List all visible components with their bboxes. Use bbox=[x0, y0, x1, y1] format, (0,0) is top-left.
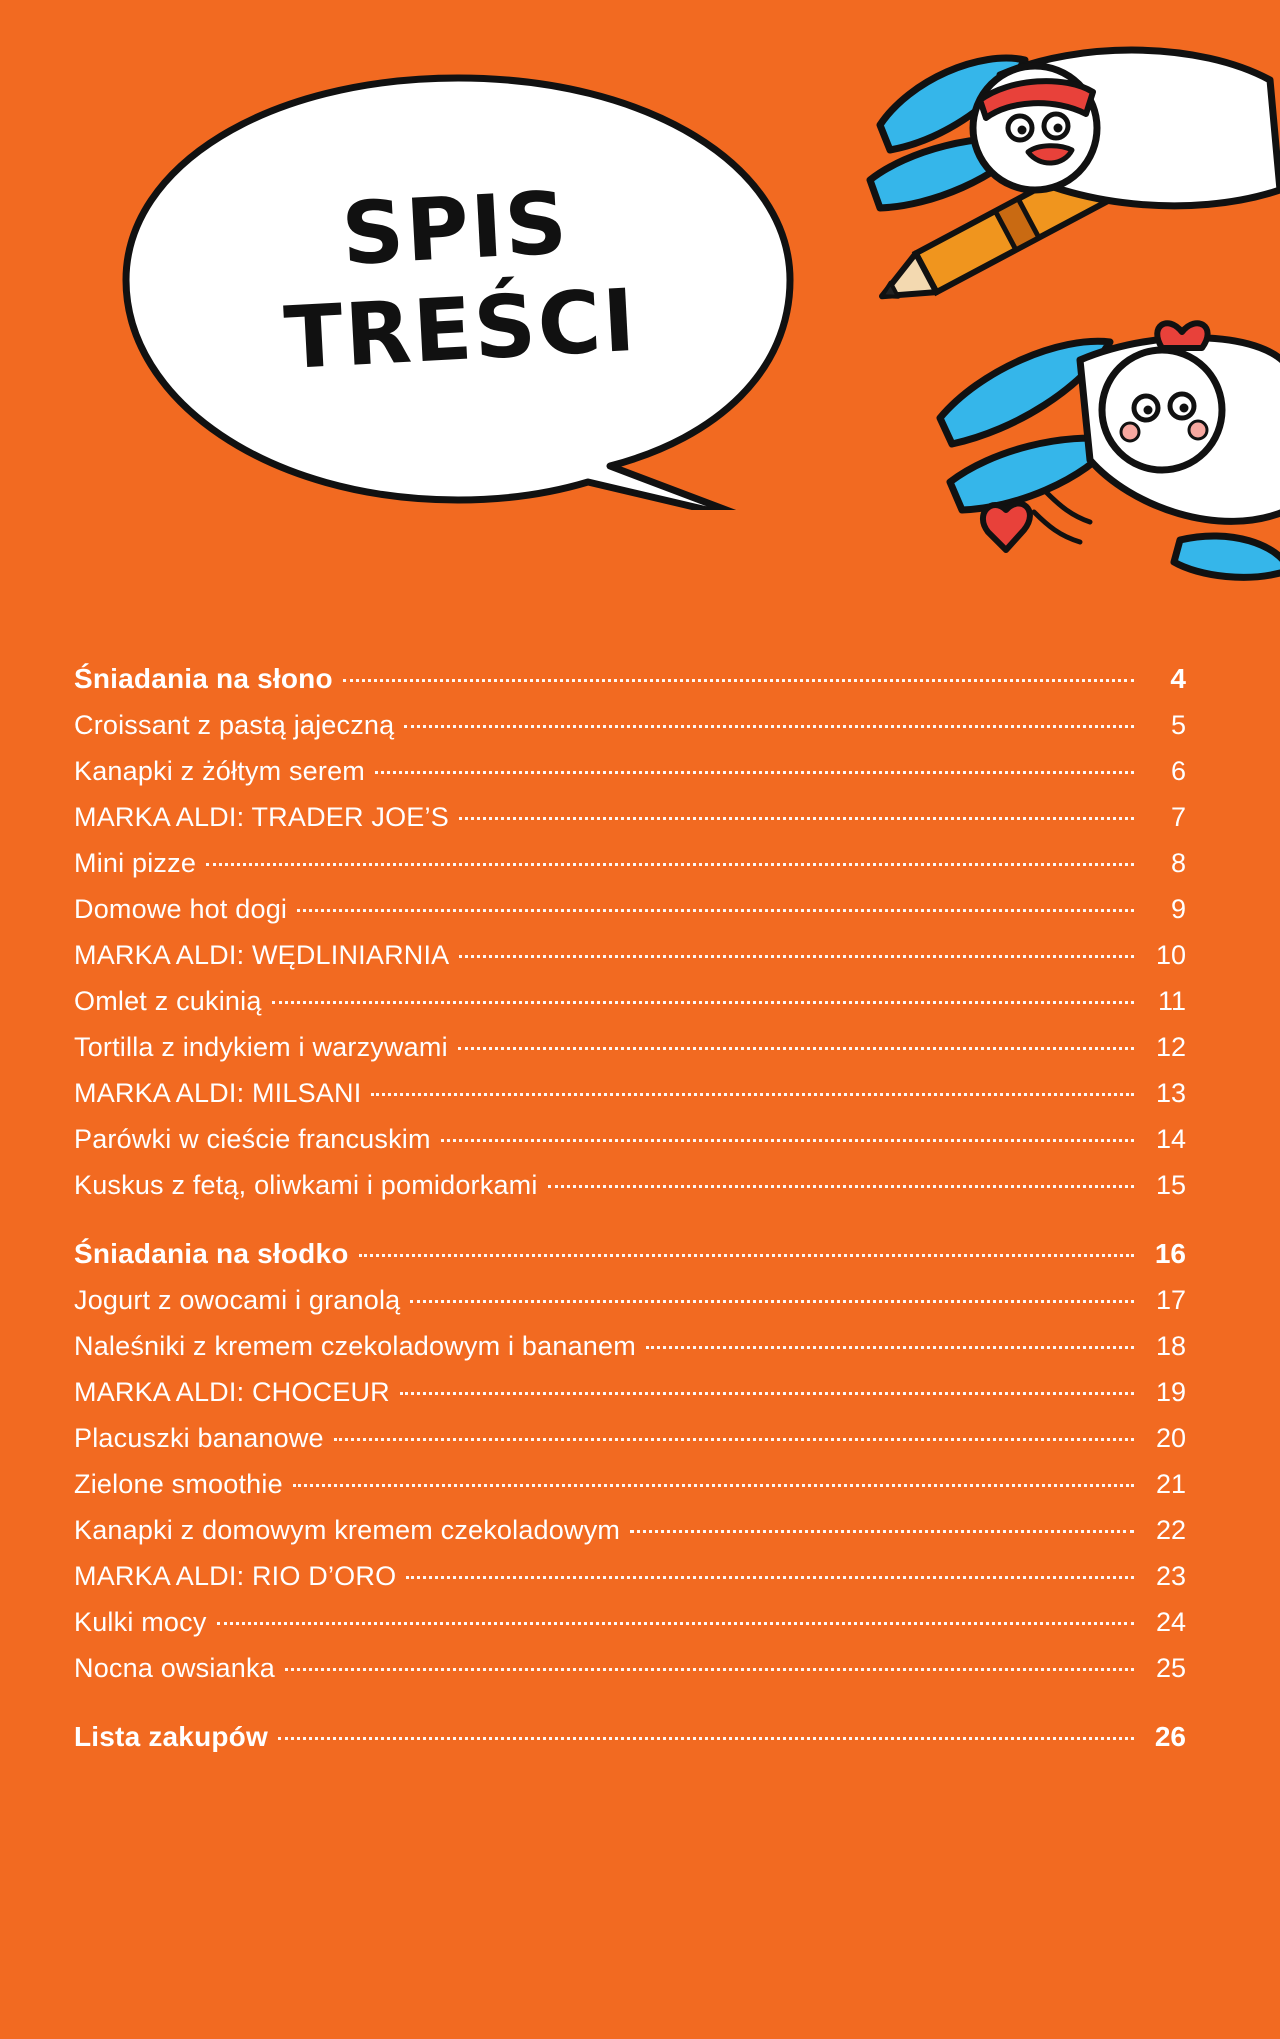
toc-leader-dots bbox=[459, 955, 1134, 958]
toc-entry-row[interactable] bbox=[74, 748, 1186, 794]
toc-entry-page-number: 13 bbox=[1155, 1077, 1186, 1108]
toc-leader-dots bbox=[293, 1484, 1134, 1487]
toc-entry-row[interactable] bbox=[74, 1507, 1186, 1553]
toc-leader-dots bbox=[406, 1576, 1134, 1579]
speech-bubble-shape bbox=[118, 70, 798, 510]
toc-entry-label: Śniadania na słodko bbox=[74, 1237, 349, 1269]
toc-entry-page-number: 18 bbox=[1155, 1330, 1186, 1361]
toc-entry-row[interactable] bbox=[74, 932, 1186, 978]
toc-entry-page-number: 10 bbox=[1155, 939, 1186, 970]
toc-leader-dots bbox=[646, 1346, 1134, 1349]
toc-entry-page-number: 14 bbox=[1155, 1123, 1186, 1154]
toc-entry-page-number: 7 bbox=[1170, 801, 1186, 832]
toc-entry-row[interactable] bbox=[74, 1116, 1186, 1162]
toc-leader-dots bbox=[441, 1139, 1134, 1142]
toc-entry-label: Mini pizze bbox=[74, 847, 197, 878]
toc-leader-dots bbox=[343, 679, 1134, 682]
toc-entry-label: Omlet z cukinią bbox=[74, 985, 262, 1016]
toc-entry-label: MARKA ALDI: RIO D’ORO bbox=[74, 1560, 397, 1591]
toc-entry-label: MARKA ALDI: CHOCEUR bbox=[74, 1376, 390, 1407]
toc-entry-label: MARKA ALDI: WĘDLINIARNIA bbox=[74, 939, 450, 970]
toc-entry-row[interactable] bbox=[74, 1599, 1186, 1645]
toc-leader-dots bbox=[375, 771, 1134, 774]
toc-entry-label: Parówki w cieście francuskim bbox=[74, 1123, 431, 1154]
toc-entry-page-number: 6 bbox=[1170, 755, 1186, 786]
toc-entry-page-number: 20 bbox=[1155, 1422, 1186, 1453]
toc-leader-dots bbox=[458, 1047, 1134, 1050]
toc-entry-row[interactable] bbox=[74, 1024, 1186, 1070]
toc-entry-row[interactable] bbox=[74, 1162, 1186, 1208]
toc-entry-label: Zielone smoothie bbox=[74, 1468, 283, 1499]
toc-entry-row[interactable] bbox=[74, 794, 1186, 840]
toc-leader-dots bbox=[359, 1254, 1134, 1257]
toc-leader-dots bbox=[630, 1530, 1134, 1533]
toc-entry-page-number: 5 bbox=[1170, 709, 1186, 740]
page-title-line-1: SPIS bbox=[339, 172, 572, 285]
toc-leader-dots bbox=[297, 909, 1134, 912]
toc-entry-label: Placuszki bananowe bbox=[74, 1422, 324, 1453]
toc-section-row[interactable] bbox=[74, 655, 1186, 702]
toc-entry-page-number: 26 bbox=[1154, 1720, 1186, 1752]
toc-entry-row[interactable] bbox=[74, 1415, 1186, 1461]
toc-entry-label: Tortilla z indykiem i warzywami bbox=[74, 1031, 448, 1062]
toc-leader-dots bbox=[206, 863, 1134, 866]
toc-entry-row[interactable] bbox=[74, 1323, 1186, 1369]
rabbit-with-heart-icon bbox=[930, 300, 1280, 600]
toc-leader-dots bbox=[285, 1668, 1134, 1671]
toc-entry-row[interactable] bbox=[74, 1369, 1186, 1415]
toc-section-row[interactable] bbox=[74, 1713, 1186, 1760]
toc-entry-page-number: 4 bbox=[1170, 662, 1186, 694]
toc-entry-page-number: 16 bbox=[1154, 1237, 1186, 1269]
toc-entry-row[interactable] bbox=[74, 1277, 1186, 1323]
toc-entry-page-number: 21 bbox=[1155, 1468, 1186, 1499]
toc-leader-dots bbox=[548, 1185, 1134, 1188]
toc-entry-page-number: 19 bbox=[1155, 1376, 1186, 1407]
toc-entry-page-number: 23 bbox=[1155, 1560, 1186, 1591]
toc-entry-label: Lista zakupów bbox=[74, 1720, 268, 1752]
toc-entry-page-number: 17 bbox=[1155, 1284, 1186, 1315]
toc-leader-dots bbox=[400, 1392, 1134, 1395]
toc-entry-label: Jogurt z owocami i granolą bbox=[74, 1284, 401, 1315]
toc-entry-page-number: 11 bbox=[1157, 985, 1186, 1016]
toc-entry-label: Kanapki z domowym kremem czekoladowym bbox=[74, 1514, 621, 1545]
toc-entry-label: Nocna owsianka bbox=[74, 1652, 275, 1683]
toc-entry-label: Domowe hot dogi bbox=[74, 893, 288, 924]
page-title-line-2: TREŚCI bbox=[281, 270, 640, 390]
toc-entry-label: Naleśniki z kremem czekoladowym i bananem bbox=[74, 1330, 636, 1361]
toc-entry-page-number: 8 bbox=[1170, 847, 1186, 878]
speech-bubble bbox=[118, 70, 798, 510]
toc-entry-page-number: 24 bbox=[1155, 1606, 1186, 1637]
toc-entry-page-number: 9 bbox=[1170, 893, 1186, 924]
toc-leader-dots bbox=[272, 1001, 1134, 1004]
toc-entry-row[interactable] bbox=[74, 1461, 1186, 1507]
toc-entry-label: Kulki mocy bbox=[74, 1606, 207, 1637]
toc-leader-dots bbox=[404, 725, 1134, 728]
toc-entry-label: MARKA ALDI: MILSANI bbox=[74, 1077, 362, 1108]
toc-leader-dots bbox=[278, 1737, 1134, 1740]
toc-entry-label: Śniadania na słono bbox=[74, 662, 333, 694]
toc-entry-row[interactable] bbox=[74, 978, 1186, 1024]
toc-entry-label: MARKA ALDI: TRADER JOE’S bbox=[74, 801, 449, 832]
toc-entry-page-number: 25 bbox=[1155, 1652, 1186, 1683]
toc-entry-row[interactable] bbox=[74, 886, 1186, 932]
header-illustration-area bbox=[0, 0, 1280, 640]
toc-entry-row[interactable] bbox=[74, 1070, 1186, 1116]
toc-leader-dots bbox=[410, 1300, 1134, 1303]
toc-entry-row[interactable] bbox=[74, 702, 1186, 748]
toc-entry-page-number: 12 bbox=[1155, 1031, 1186, 1062]
toc-leader-dots bbox=[371, 1093, 1134, 1096]
toc-entry-label: Kanapki z żółtym serem bbox=[74, 755, 365, 786]
toc-leader-dots bbox=[334, 1438, 1134, 1441]
table-of-contents bbox=[74, 655, 1186, 1760]
toc-leader-dots bbox=[459, 817, 1134, 820]
toc-entry-row[interactable] bbox=[74, 1553, 1186, 1599]
toc-leader-dots bbox=[217, 1622, 1134, 1625]
toc-section-row[interactable] bbox=[74, 1230, 1186, 1277]
toc-entry-row[interactable] bbox=[74, 840, 1186, 886]
toc-entry-row[interactable] bbox=[74, 1645, 1186, 1691]
toc-entry-label: Kuskus z fetą, oliwkami i pomidorkami bbox=[74, 1169, 538, 1200]
toc-entry-page-number: 22 bbox=[1155, 1514, 1186, 1545]
toc-entry-page-number: 15 bbox=[1155, 1169, 1186, 1200]
toc-entry-label: Croissant z pastą jajeczną bbox=[74, 709, 395, 740]
